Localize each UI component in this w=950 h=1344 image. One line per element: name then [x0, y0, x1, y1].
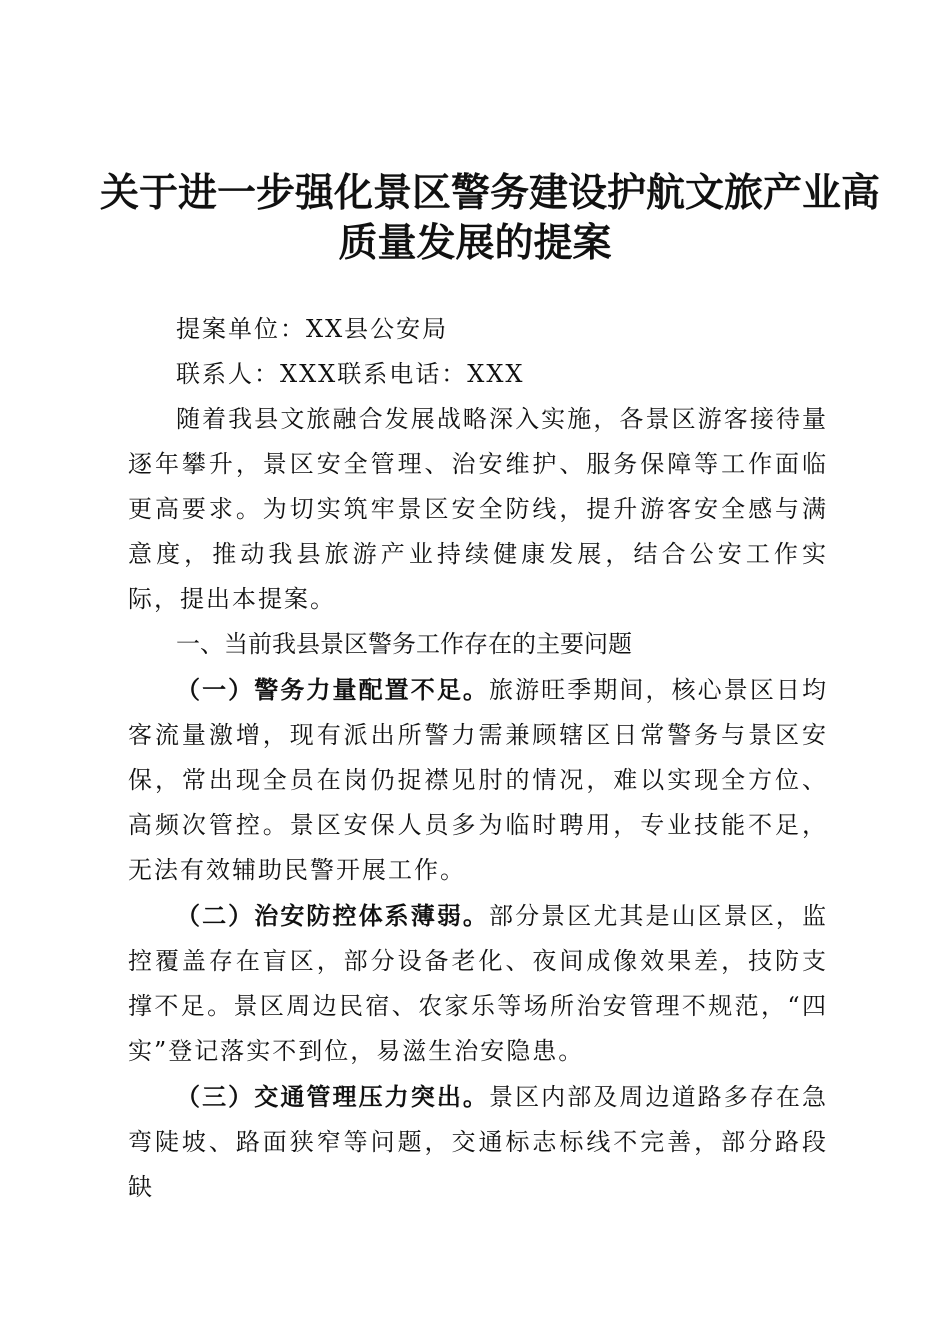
issue-paragraph-1: [128, 667, 828, 893]
document-title: [100, 168, 881, 268]
contact-info: 联系人：XXX联系电话：XXX: [176, 360, 525, 388]
issue-text-2: 部分景区尤其是山区景区，监控覆盖存在盲区，部分设备老化、夜间成像效果差，技防支撑不足。景区周边民宿、农家乐等场所治安管理不规范，“四实”登记落实不到位，易滋生治安隐患。: [128, 902, 828, 1065]
title-line-1: 关于进一步强化景区警务建设护航文旅产业高: [100, 170, 881, 216]
issue-text-3: 景区内部及周边道路多存在急弯陡坡、路面狭窄等问题，交通标志标线不完善，部分路段缺: [128, 1083, 828, 1201]
document-body: [128, 307, 828, 1210]
issue-text-1: 旅游旺季期间，核心景区日均客流量激增，现有派出所警力需兼顾辖区日常警务与景区安保，常出现全员在岗仍捉襟见肘的情况，难以实现全方位、高频次管控。景区安保人员多为临时聘用，专业技能不足，无法有效辅助民警开展工作。: [128, 676, 828, 884]
issue-paragraph-3: [128, 1074, 828, 1210]
title-line-2: 质量发展的提案: [338, 220, 612, 266]
issue-lead-3: （三）交通管理压力突出。: [176, 1082, 489, 1111]
issue-lead-1: （一）警务力量配置不足。: [176, 675, 489, 704]
issue-lead-2: （二）治安防控体系薄弱。: [176, 901, 489, 930]
section-heading: 一、当前我县景区警务工作存在的主要问题: [176, 630, 632, 658]
issue-paragraph-2: [128, 893, 828, 1074]
proposer-unit: 提案单位：XX县公安局: [176, 315, 449, 343]
intro-paragraph: 随着我县文旅融合发展战略深入实施，各景区游客接待量逐年攀升，景区安全管理、治安维护、服务保障等工作面临更高要求。为切实筑牢景区安全防线，提升游客安全感与满意度，推动我县旅游产业持续健康发展，结合公安工作实际，提出本提案。: [128, 405, 828, 613]
